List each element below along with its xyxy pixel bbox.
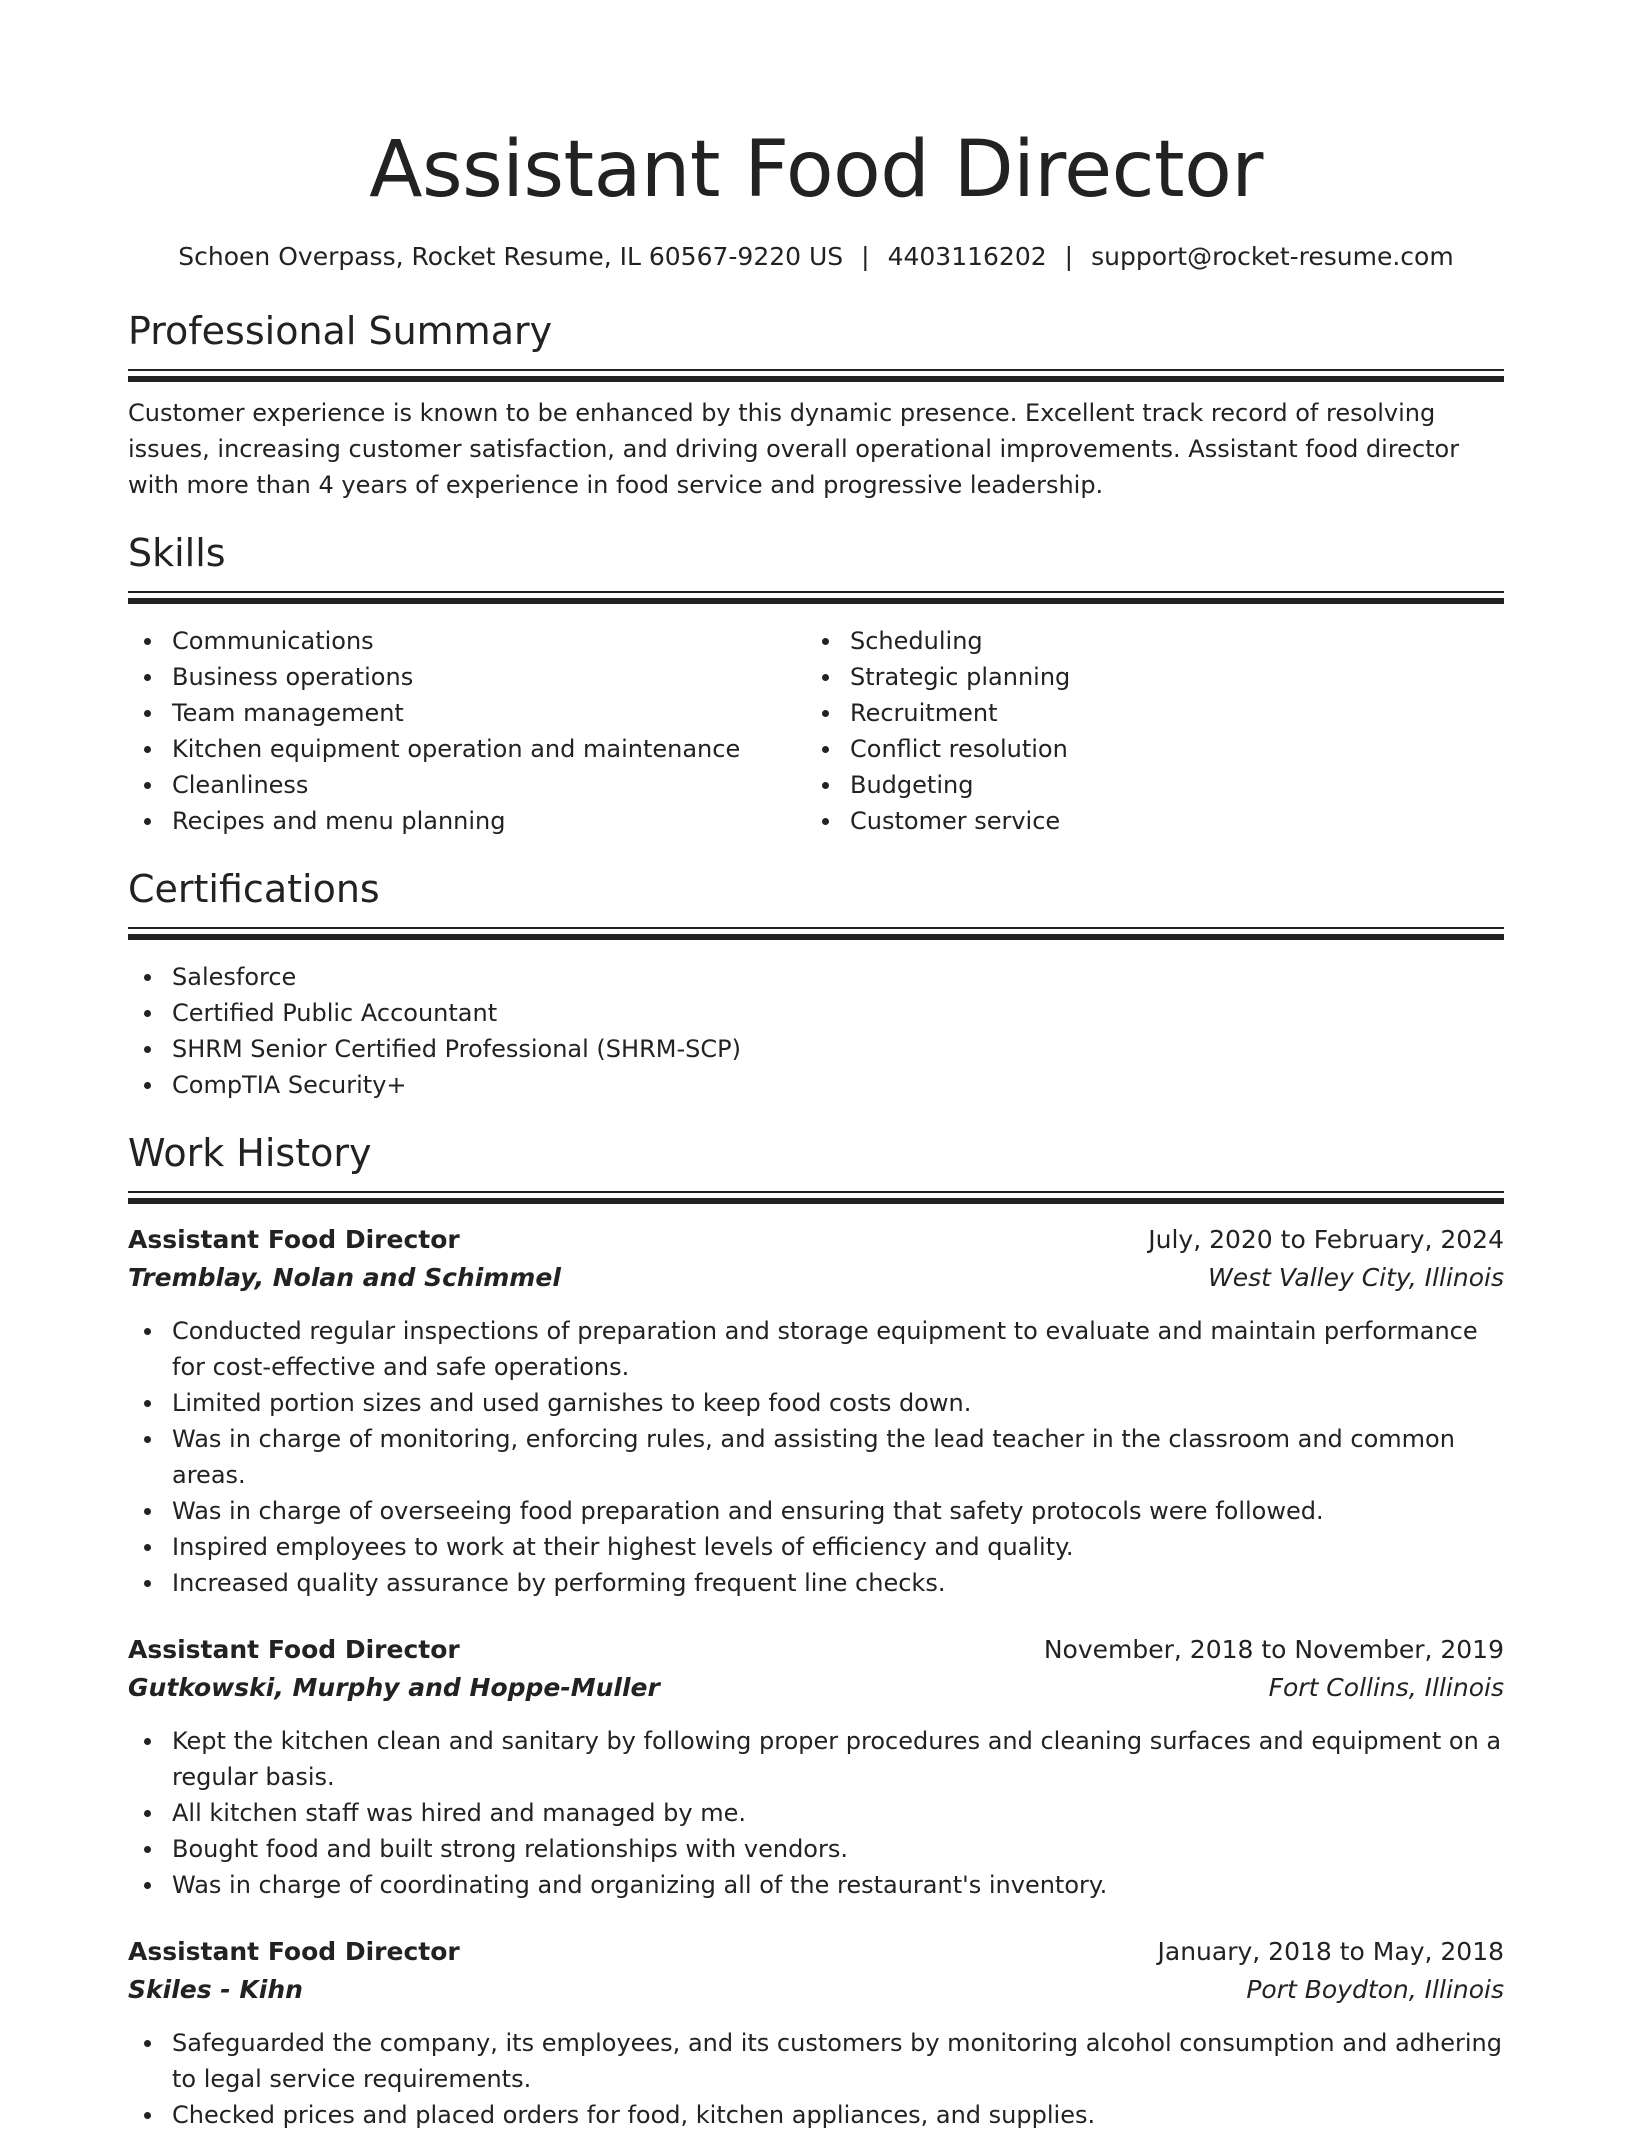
job-location: West Valley City, Illinois	[1208, 1263, 1504, 1292]
job-header-row	[128, 1631, 1504, 1669]
job-duties-list	[128, 2025, 1504, 2133]
section-divider	[128, 927, 1504, 943]
job-header-row	[128, 1221, 1504, 1259]
work-history-heading: Work History	[128, 1131, 372, 1175]
contact-phone[interactable]: 4403116202	[887, 242, 1047, 271]
contact-separator: |	[1064, 242, 1074, 271]
certifications-heading: Certifications	[128, 867, 380, 911]
job-entry	[128, 1221, 1504, 1601]
job-title: Assistant Food Director	[128, 1937, 460, 1966]
contact-email[interactable]: support@rocket-resume.com	[1091, 242, 1454, 271]
job-company: Gutkowski, Murphy and Hoppe-Muller	[128, 1673, 660, 1702]
job-dates: November, 2018 to November, 2019	[1043, 1635, 1504, 1664]
summary-text: Customer experience is known to be enhanced by this dynamic presence. Excellent track record of resolving issues, increasing customer satisfaction, and driving overall operational improvements. Assistant food director with more than 4 years of experience in food service and progressive leadership.	[128, 399, 1460, 499]
contact-line	[128, 240, 1504, 274]
job-duty: Safeguarded the company, its employees, and its customers by monitoring alcohol consumption and adhering to legal service requirements.	[128, 2025, 1504, 2097]
job-company: Skiles - Kihn	[128, 1975, 303, 2004]
skills-right-column	[806, 623, 1484, 839]
job-duty: Was in charge of overseeing food preparation and ensuring that safety protocols were followed.	[128, 1493, 1504, 1529]
certification-item: Salesforce	[128, 959, 1504, 995]
skills-section	[128, 529, 1504, 839]
summary-heading: Professional Summary	[128, 309, 553, 353]
job-company-row	[128, 1669, 1504, 1707]
certification-item: CompTIA Security+	[128, 1067, 1504, 1103]
job-duty: Kept the kitchen clean and sanitary by following proper procedures and cleaning surfaces and equipment on a regular basis.	[128, 1723, 1504, 1795]
work-history-section	[128, 1129, 1504, 2133]
job-location: Fort Collins, Illinois	[1268, 1673, 1504, 1702]
section-divider	[128, 591, 1504, 607]
skill-item: Communications	[128, 623, 806, 659]
skill-item: Business operations	[128, 659, 806, 695]
certification-item: Certified Public Accountant	[128, 995, 1504, 1031]
section-divider	[128, 369, 1504, 385]
job-duty: Checked prices and placed orders for food, kitchen appliances, and supplies.	[128, 2097, 1504, 2133]
job-duties-list	[128, 1723, 1504, 1903]
job-header-row	[128, 1933, 1504, 1971]
skill-item: Scheduling	[806, 623, 1484, 659]
contact-address: Schoen Overpass, Rocket Resume, IL 60567-9220 US	[178, 242, 844, 271]
job-duty: All kitchen staff was hired and managed by me.	[128, 1795, 1504, 1831]
job-company-row	[128, 1971, 1504, 2009]
skill-item: Recipes and menu planning	[128, 803, 806, 839]
certification-item: SHRM Senior Certified Professional (SHRM-SCP)	[128, 1031, 1504, 1067]
skills-heading: Skills	[128, 531, 226, 575]
section-divider	[128, 1191, 1504, 1207]
job-duty: Limited portion sizes and used garnishes to keep food costs down.	[128, 1385, 1504, 1421]
job-duty: Inspired employees to work at their highest levels of efficiency and quality.	[128, 1529, 1504, 1565]
job-title: Assistant Food Director	[128, 1225, 460, 1254]
skill-item: Strategic planning	[806, 659, 1484, 695]
job-location: Port Boydton, Illinois	[1246, 1975, 1504, 2004]
job-duty: Was in charge of monitoring, enforcing rules, and assisting the lead teacher in the classroom and common areas.	[128, 1421, 1504, 1493]
job-entry	[128, 1933, 1504, 2133]
job-entry	[128, 1631, 1504, 1903]
certifications-section	[128, 865, 1504, 1103]
summary-section	[128, 307, 1504, 503]
skill-item: Team management	[128, 695, 806, 731]
job-duty: Bought food and built strong relationships with vendors.	[128, 1831, 1504, 1867]
contact-separator: |	[861, 242, 870, 271]
job-title: Assistant Food Director	[128, 1635, 460, 1664]
job-duty: Was in charge of coordinating and organizing all of the restaurant's inventory.	[128, 1867, 1504, 1903]
resume-page	[128, 0, 1504, 2133]
skill-item: Kitchen equipment operation and maintenance	[128, 731, 806, 767]
skill-item: Budgeting	[806, 767, 1484, 803]
job-duty: Increased quality assurance by performing frequent line checks.	[128, 1565, 1504, 1601]
job-dates: July, 2020 to February, 2024	[1148, 1225, 1504, 1254]
job-duties-list	[128, 1313, 1504, 1601]
skill-item: Conflict resolution	[806, 731, 1484, 767]
resume-name: Assistant Food Director	[369, 125, 1263, 215]
skill-item: Customer service	[806, 803, 1484, 839]
job-dates: January, 2018 to May, 2018	[1157, 1937, 1504, 1966]
job-company: Tremblay, Nolan and Schimmel	[128, 1263, 561, 1292]
job-company-row	[128, 1259, 1504, 1297]
certifications-list	[128, 959, 1504, 1103]
skill-item: Recruitment	[806, 695, 1484, 731]
job-duty: Conducted regular inspections of preparation and storage equipment to evaluate and maintain performance for cost-effective and safe operations.	[128, 1313, 1504, 1385]
skills-grid	[128, 623, 1504, 839]
skills-left-column	[128, 623, 806, 839]
skill-item: Cleanliness	[128, 767, 806, 803]
